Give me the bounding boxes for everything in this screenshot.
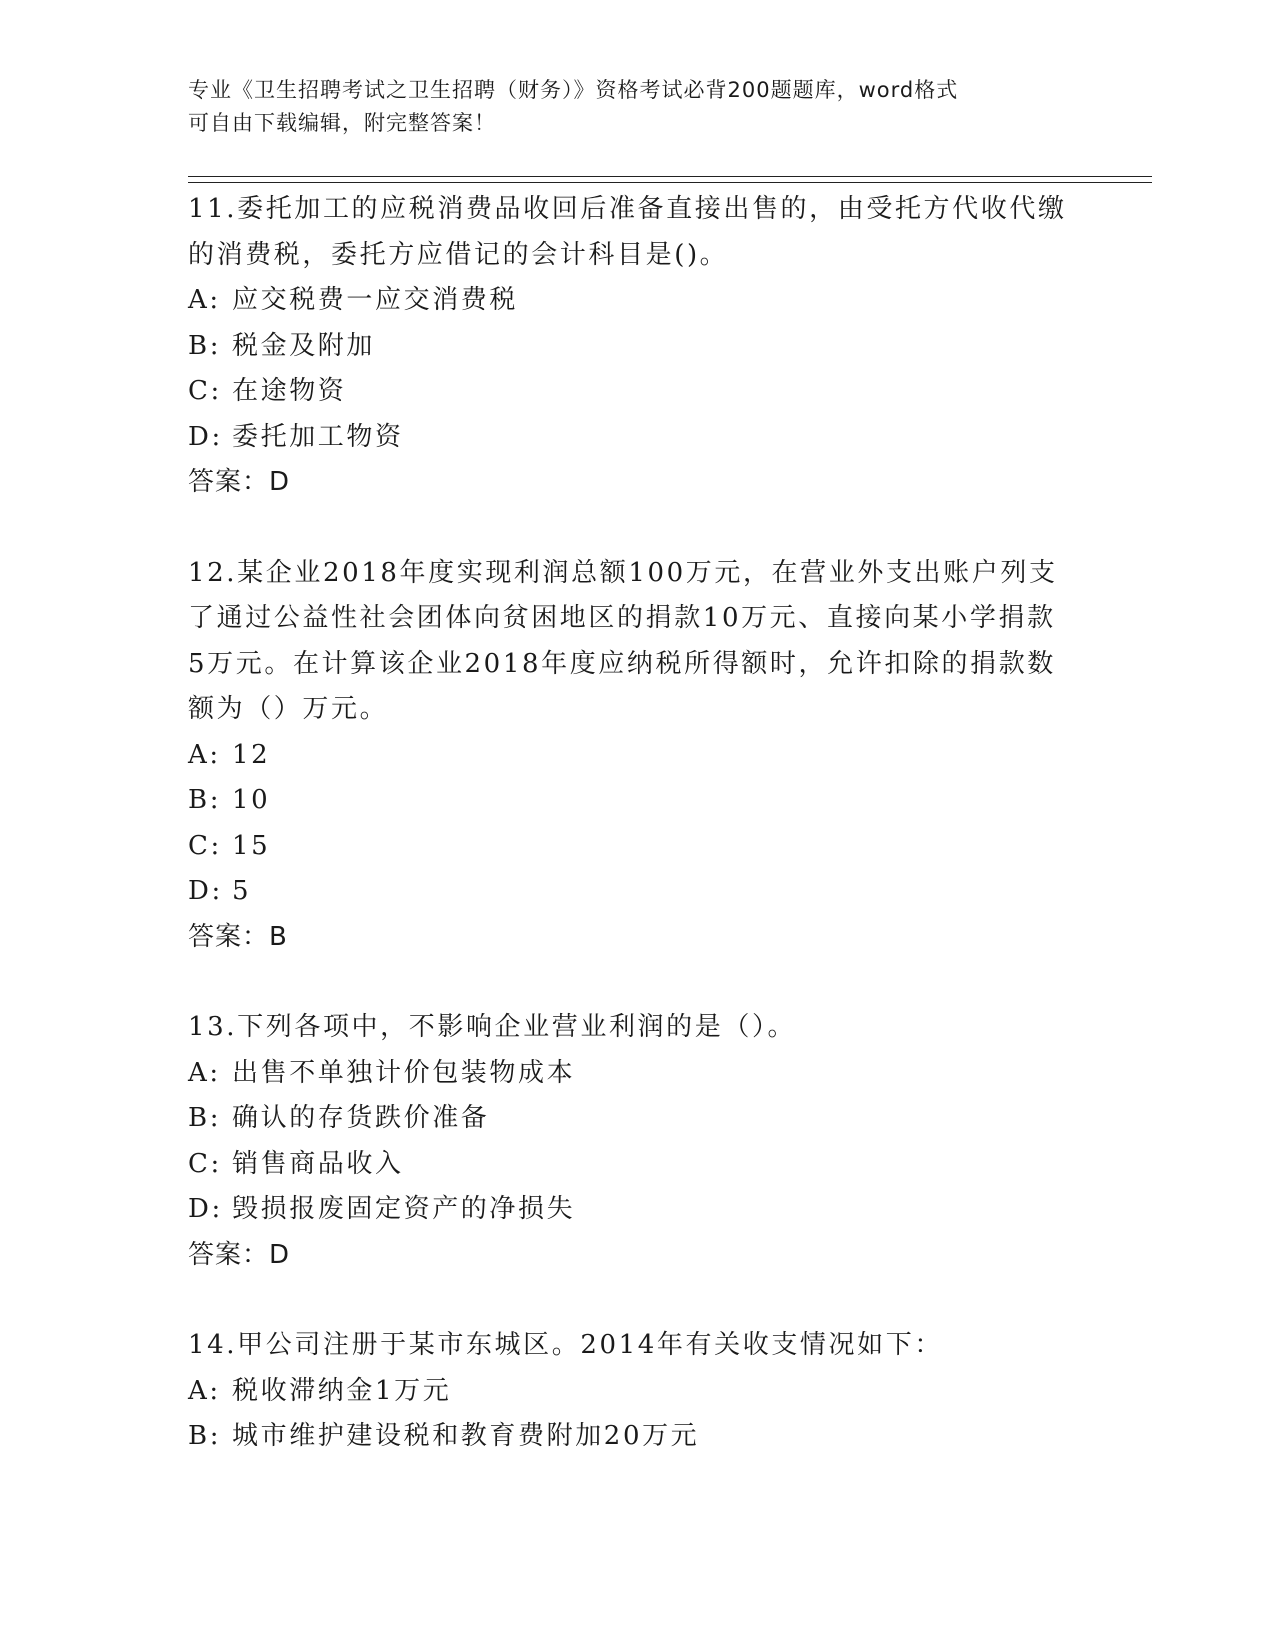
- option-text: 确认的存货跌价准备: [232, 1103, 490, 1133]
- question-text-line: 额为（）万元。: [188, 694, 389, 724]
- option-text: 在途物资: [232, 376, 347, 406]
- option-letter: A:: [188, 285, 221, 315]
- option-letter: D:: [188, 876, 223, 906]
- option-letter: B:: [188, 785, 222, 815]
- answer-line: 答案：B: [188, 921, 288, 952]
- option-letter: B:: [188, 1421, 222, 1451]
- question-list: [188, 187, 1088, 1505]
- option-text: 5: [232, 876, 252, 906]
- question-text-line: 11.委托加工的应税消费品收回后准备直接出售的，由受托方代收代缴: [188, 194, 1067, 224]
- option-text: 10: [232, 785, 271, 815]
- option-d: [188, 415, 1088, 461]
- option-d: [188, 869, 1088, 915]
- question-text-line: 14.甲公司注册于某市东城区。2014年有关收支情况如下：: [188, 1330, 943, 1360]
- document-header: [188, 74, 1068, 140]
- option-b: [188, 1096, 1088, 1142]
- option-d: [188, 1187, 1088, 1233]
- option-text: 委托加工物资: [232, 421, 404, 452]
- option-c: [188, 369, 1088, 415]
- question-11: [188, 187, 1088, 506]
- option-c: [188, 824, 1088, 870]
- question-text-line: 了通过公益性社会团体向贫困地区的捐款10万元、直接向某小学捐款: [188, 603, 1056, 633]
- header-divider-top: [188, 176, 1152, 177]
- option-a: [188, 1369, 1088, 1415]
- question-14: [188, 1323, 1088, 1460]
- option-letter: D:: [188, 1194, 223, 1224]
- header-line-1: 专业《卫生招聘考试之卫生招聘（财务）》资格考试必背200题题库，word格式: [188, 78, 959, 102]
- answer-line: 答案：D: [188, 1239, 291, 1270]
- option-b: [188, 778, 1088, 824]
- question-text-line: 的消费税，委托方应借记的会计科目是()。: [188, 239, 729, 270]
- option-letter: C:: [188, 830, 222, 861]
- question-12: [188, 551, 1088, 961]
- option-text: 出售不单独计价包装物成本: [232, 1057, 576, 1088]
- header-line-2: 可自由下载编辑，附完整答案！: [188, 111, 496, 135]
- option-text: 15: [232, 830, 271, 861]
- option-letter: C:: [188, 376, 222, 406]
- answer-line: 答案：D: [188, 467, 291, 497]
- option-a: [188, 733, 1088, 779]
- option-text: 应交税费一应交消费税: [232, 285, 519, 315]
- option-text: 税收滞纳金1万元: [232, 1375, 452, 1406]
- option-letter: B:: [188, 1103, 222, 1133]
- option-text: 12: [232, 739, 271, 770]
- option-letter: C:: [188, 1148, 222, 1179]
- option-letter: D:: [188, 421, 223, 452]
- question-text-line: 5万元。在计算该企业2018年度应纳税所得额时，允许扣除的捐款数: [188, 648, 1056, 679]
- question-13: [188, 1005, 1088, 1278]
- option-letter: A:: [188, 1375, 221, 1406]
- option-letter: A:: [188, 1057, 221, 1088]
- option-text: 销售商品收入: [232, 1148, 404, 1179]
- option-b: [188, 1414, 1088, 1460]
- question-text-line: 12.某企业2018年度实现利润总额100万元，在营业外支出账户列支: [188, 557, 1058, 588]
- option-a: [188, 1051, 1088, 1097]
- option-letter: A:: [188, 739, 221, 770]
- option-text: 毁损报废固定资产的净损失: [232, 1194, 576, 1224]
- header-divider-bottom: [188, 182, 1152, 183]
- option-letter: B:: [188, 330, 222, 361]
- option-b: [188, 324, 1088, 370]
- option-text: 城市维护建设税和教育费附加20万元: [232, 1421, 700, 1451]
- option-c: [188, 1142, 1088, 1188]
- question-text-line: 13.下列各项中，不影响企业营业利润的是（）。: [188, 1012, 797, 1042]
- option-text: 税金及附加: [232, 330, 376, 361]
- option-a: [188, 278, 1088, 324]
